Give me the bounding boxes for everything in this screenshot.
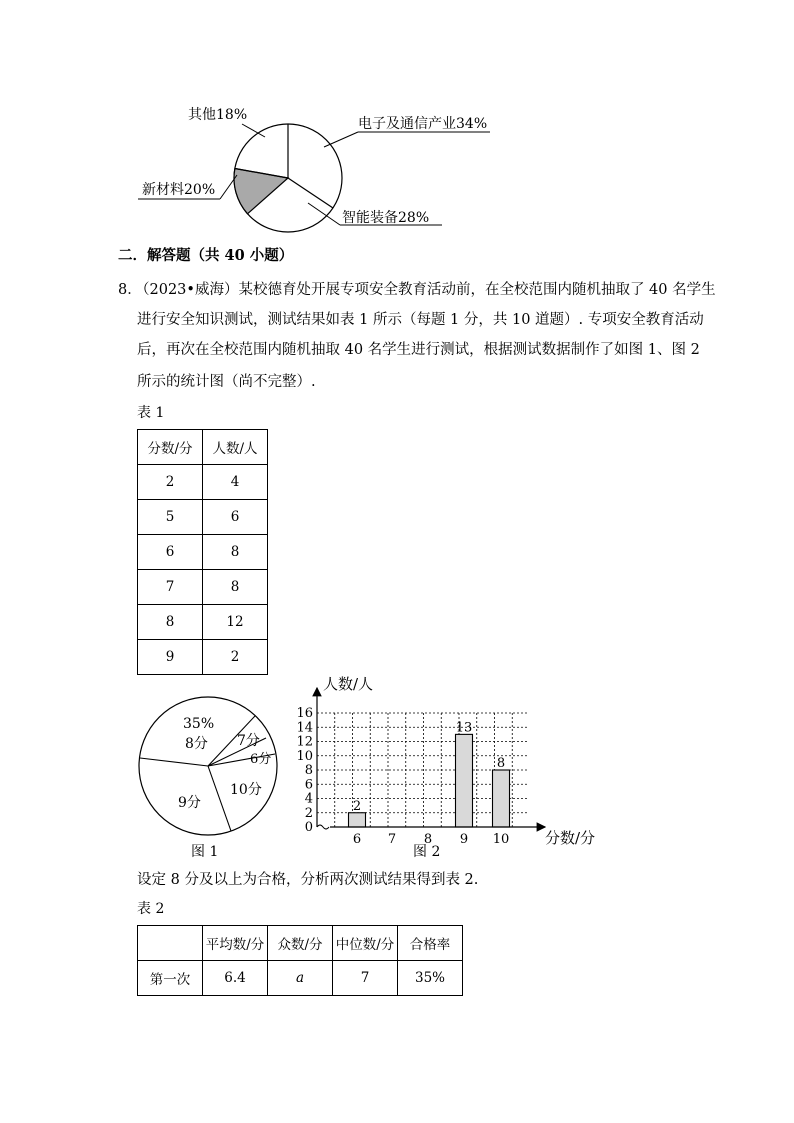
figure2-caption: 图 2 xyxy=(413,844,441,860)
y-tick-label: 0 xyxy=(304,820,313,835)
table2-header-mean: 平均数/分 xyxy=(203,926,268,961)
table1 xyxy=(137,429,268,675)
table-cell: 9 xyxy=(138,640,203,675)
problem-number: 8． xyxy=(118,282,142,298)
x-tick-label: 8 xyxy=(423,832,433,847)
figure2-bars xyxy=(349,720,510,827)
problem-line-2: 进行安全知识测试，测试结果如表 1 所示（每题 1 分，共 10 道题）. 专项安全教育活动 xyxy=(137,312,704,328)
bar-score-10 xyxy=(493,770,510,827)
x-tick-label: 7 xyxy=(387,832,397,847)
industry-pie-chart xyxy=(130,95,510,240)
table2 xyxy=(137,925,463,996)
fig1-label-8: 8分 xyxy=(185,736,208,752)
problem-line-4: 所示的统计图（尚不完整）. xyxy=(137,374,316,390)
fig1-label-9: 9分 xyxy=(178,795,201,811)
figure2-xlabel: 分数/分 xyxy=(545,829,596,847)
table-cell: 5 xyxy=(138,500,203,535)
table-cell: 35% xyxy=(398,961,463,996)
label-electronics: 电子及通信产业34% xyxy=(358,116,488,132)
y-tick-label: 16 xyxy=(296,706,313,721)
fig1-label-35pct: 35% xyxy=(183,716,215,732)
bar-value-label: 8 xyxy=(496,756,506,771)
table2-caption: 表 2 xyxy=(137,901,165,917)
fig1-label-6: 6分 xyxy=(250,752,272,767)
label-other: 其他18% xyxy=(188,107,248,123)
y-tick-label: 12 xyxy=(296,734,313,750)
bar-value-label: 13 xyxy=(455,720,473,736)
table-row xyxy=(138,500,268,535)
label-new-materials: 新材料20% xyxy=(142,182,216,198)
table-cell: 2 xyxy=(203,640,268,675)
figure1-caption: 图 1 xyxy=(191,844,219,860)
y-tick-label: 10 xyxy=(296,748,313,764)
table-cell: 6.4 xyxy=(203,961,268,996)
figure2-ylabel: 人数/人 xyxy=(323,675,374,693)
table-cell: 6 xyxy=(203,500,268,535)
table-cell: a xyxy=(268,961,333,996)
table-row xyxy=(138,961,463,996)
y-tick-label: 2 xyxy=(304,805,313,821)
table-cell: 4 xyxy=(203,465,268,500)
table1-caption: 表 1 xyxy=(137,405,165,421)
fig1-label-7: 7分 xyxy=(237,733,260,749)
table-cell: 7 xyxy=(333,961,398,996)
table2-header-median: 中位数/分 xyxy=(333,926,398,961)
fig1-label-10: 10分 xyxy=(230,782,262,798)
table-cell: 7 xyxy=(138,570,203,605)
leader-line-electronics xyxy=(324,132,358,147)
y-tick-label: 4 xyxy=(304,791,313,807)
problem-line-1: （2023•威海）某校德育处开展专项安全教育活动前，在全校范围内随机抽取了 40 名学生 xyxy=(135,282,716,298)
table1-header-count: 人数/人 xyxy=(203,430,268,465)
table-cell: 第一次 xyxy=(138,961,203,996)
table-cell: 2 xyxy=(138,465,203,500)
bar-value-label: 2 xyxy=(352,798,362,814)
table-row xyxy=(138,535,268,570)
table-cell: 6 xyxy=(138,535,203,570)
section-heading: 二．解答题（共 40 小题） xyxy=(118,247,294,264)
pass-criterion-text: 设定 8 分及以上为合格，分析两次测试结果得到表 2. xyxy=(137,872,479,888)
table2-header-mode: 众数/分 xyxy=(268,926,333,961)
table1-header-score: 分数/分 xyxy=(138,430,203,465)
y-tick-label: 6 xyxy=(304,777,313,793)
problem-line-3: 后，再次在全校范围内随机抽取 40 名学生进行测试，根据测试数据制作了如图 1、图 2 xyxy=(137,342,700,358)
table-cell: 12 xyxy=(203,605,268,640)
figure1-pie-chart xyxy=(130,695,290,865)
x-tick-label: 9 xyxy=(459,832,469,847)
label-smart-equipment: 智能装备28% xyxy=(342,210,430,226)
table-cell: 8 xyxy=(138,605,203,640)
table-row xyxy=(138,570,268,605)
figure2-bar-chart xyxy=(295,670,600,855)
bar-score-6 xyxy=(349,813,366,827)
figure2-y-ticks xyxy=(296,706,313,835)
figure2-axis-break xyxy=(317,825,329,829)
table-row xyxy=(138,605,268,640)
table-cell: 8 xyxy=(203,535,268,570)
table2-header-pass-rate: 合格率 xyxy=(398,926,463,961)
x-tick-label: 6 xyxy=(352,832,362,847)
table-row xyxy=(138,465,268,500)
y-tick-label: 8 xyxy=(304,763,313,778)
table2-header-empty xyxy=(138,926,203,961)
table-cell: 8 xyxy=(203,570,268,605)
bar-score-9 xyxy=(456,734,473,827)
y-tick-label: 14 xyxy=(296,720,313,736)
table-row xyxy=(138,640,268,675)
x-tick-label: 10 xyxy=(492,832,510,847)
